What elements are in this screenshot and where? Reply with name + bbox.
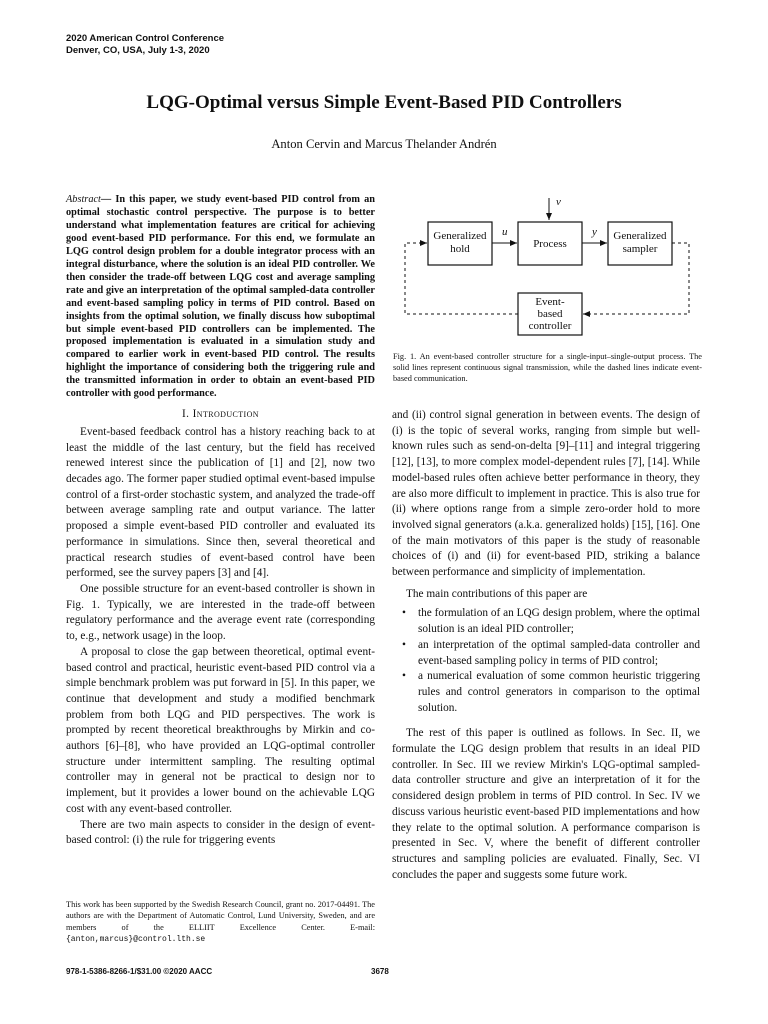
body-paragraph: The rest of this paper is outlined as follows. In Sec. II, we formulate the LQG design problem that results in an ideal PID controller. In Sec. III we review Mirkin's LQG-optimal sampled-data controller structure and give an interpretation of it for the considered design problem in terms of PID control. In Sec. IV we discuss various heuristic event-based PID implementations and how they relate to the optimal solution. A performance comparison is presented in Sec. V, where the benefit of different controller structures and sampling policies are evaluated. Finally, Sec. VI concludes the paper and suggests some future work. [392,727,700,881]
list-item-text: the formulation of an LQG design problem, where the optimal solution is an ideal PID controller; [418,607,700,636]
figure-1-block-diagram [393,193,703,343]
body-paragraph: The main contributions of this paper are [406,587,588,600]
intro-paragraph: Event-based feedback control has a history reaching back to at least the middle of the last century, but the field has received renewed interest since the publication of [1] and [2], now two decades ago. The former paper studied optimal event-based impulse control of a first-order stochastic system, and analyzed the trade-off between average sampling rate and output variance. The latter proposed a simple event-based PID controller and evaluated its performance in simulations. Since then, several theoretical and practical research studies of event-based control have been performed, see the survey papers [3] and [4]. [66,425,375,580]
list-item: • the formulation of an LQG design problem, where the optimal solution is an ideal PID controller; [402,607,700,636]
hold-label-line2: hold [450,243,470,255]
list-item: • a numerical evaluation of some common heuristic triggering rules and control generators in comparison to the optimal solution. [402,670,700,714]
page-number: 3678 [371,967,389,976]
intro-paragraph: One possible structure for an event-based controller is shown in Fig. 1. Typically, we are interested in the trade-off between regulatory performance and the average event rate (corresponding to, e.g., network usage) in the loop. [66,582,375,643]
list-item: • an interpretation of the optimal sampled-data controller and event-based sampling policy in terms of PID control; [402,638,700,667]
abstract [66,194,375,401]
footnote-email: {anton,marcus}@control.lth.se [66,935,206,945]
left-column [66,194,375,849]
label-u: u [502,226,508,238]
conference-name: 2020 American Control Conference [66,33,225,44]
intro-paragraph: A proposal to close the gap between theoretical, optimal event-based control and practical, heuristic event-based PID control via a simple benchmark problem was put forward in [5]. In this paper, we continue that development and study a modified benchmark problem from both LQG and PID perspectives. The work is prompted by recent theoretical breakthroughs by Mirkin and co-authors [6]–[8], who have provided an LQG-optimal controller structure under intermittent sampling. The resulting optimal controller may in general not be practical to design nor to implement, but it provides a lower bound on the achievable LQG cost with any event-based controller. [66,645,375,815]
abstract-text: — In this paper, we study event-based PID control from an optimal stochastic control perspective. The purpose is to better understand what implementation features are critical for achieving good event-based PID performance. For this end, we formulate an LQG control design problem for a double integrator process with an integral disturbance, where the solution is an ideal PID controller. We then consider the trade-off between LQG cost and average sampling rate and give an interpretation of the optimal sampled-data controller and event-based sampling policy in terms of PID control. Based on insights from the optimal solution, we finally discuss how suboptimal but simple event-based PID controllers can be implemented. The proposed implementation is evaluated in a simulation study and compared to earlier work in event-based PID control. The results highlight the importance of considering both the triggering rule and the transmitted information in order to obtain an event-based PID controller with good performance. [66,194,375,400]
conference-location: Denver, CO, USA, July 1-3, 2020 [66,45,210,56]
body-paragraph: and (ii) control signal generation in between events. The design of (i) is the topic of several works, ranging from simple but well-known rules such as send-on-delta [9]–[11] and integral triggering [12], [13], to more complex model-dependent rules [7], [14]. While model-based rules often achieve better performance in theory, they are also more difficult to implement in practice. This is also true for (ii) where options range from a simple zero-order hold to more involved signal generators (a.k.a. generalized holds) [15], [16]. One of the main motivators of this paper is the study of reasonable choices of (i) and (ii) for event-based PID, striking a balance between performance and simplicity of implementation. [392,409,700,579]
sampler-label-line1: Generalized [613,230,667,242]
section-heading-introduction: I. Introduction [182,408,259,421]
process-label: Process [533,238,567,250]
hold-label-line1: Generalized [433,230,487,242]
paper-authors: Anton Cervin and Marcus Thelander Andrén [271,137,497,151]
isbn-line: 978-1-5386-8266-1/$31.00 ©2020 AACC [66,967,213,976]
list-item-text: a numerical evaluation of some common heuristic triggering rules and control generators in comparison to the optimal solution. [418,670,700,714]
footnote [66,899,375,946]
abstract-label: Abstract [66,194,101,205]
label-y: y [592,226,597,238]
contributions-list [392,606,700,716]
conference-info [66,33,224,57]
figure-caption: Fig. 1. An event-based controller structure for a single-input–single-output process. The solid lines represent continuous signal transmission, while the dashed lines indicate event-based communication. [393,352,702,384]
controller-label-line3: controller [528,320,572,332]
footnote-text: This work has been supported by the Swedish Research Council, grant no. 2017-04491. The authors are with the Department of Automatic Control, Lund University, Sweden, and are members of the ELLIIT Excellence Center. E-mail: [66,900,375,932]
label-v: v [556,196,561,208]
list-item-text: an interpretation of the optimal sampled-data controller and event-based sampling policy in terms of PID control; [418,638,700,667]
controller-label-line2: based [537,308,563,320]
intro-paragraph: There are two main aspects to consider in the design of event-based control: (i) the rule for triggering events [66,818,375,847]
right-column [392,408,700,883]
paper-title: LQG-Optimal versus Simple Event-Based PID Controllers [146,92,622,113]
controller-label-line1: Event- [535,296,565,308]
sampler-label-line2: sampler [622,243,658,255]
